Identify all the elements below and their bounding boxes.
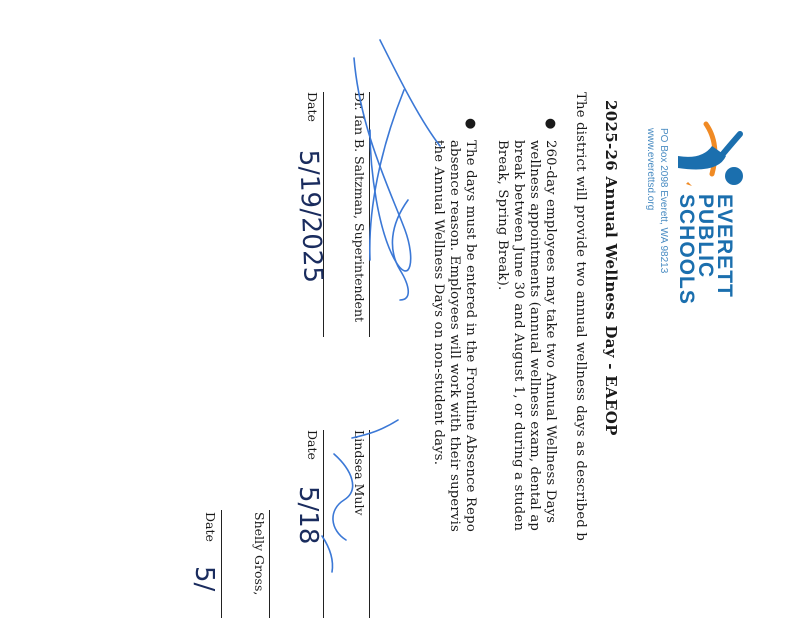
bullet-dot-2: ●	[463, 118, 478, 130]
bullet-1-line-1: 260-day employees may take two Annual Wellness Days	[543, 140, 558, 524]
union-name: Lindsea Mulv	[352, 430, 367, 516]
intro-paragraph: The district will provide two annual wellness days as described b	[573, 92, 588, 541]
superintendent-signature-flourish	[380, 40, 440, 146]
bullet-dot-1: ●	[543, 118, 558, 130]
superintendent-date-label: Date	[305, 92, 320, 122]
superintendent-date-line	[323, 92, 324, 337]
bullet-2	[430, 140, 478, 532]
superintendent-signature-line	[369, 92, 370, 337]
bullet-1-line-2: wellness appointments (annual wellness exam, dental ap	[527, 140, 542, 532]
logo-name-line-2: PUBLIC	[694, 194, 717, 279]
union-date-label: Date	[305, 430, 320, 460]
superintendent-handwritten-date: 5/19/2025	[293, 149, 328, 284]
union-signature-mark	[333, 454, 353, 540]
union-date-line	[323, 430, 324, 618]
logo-address-block	[644, 128, 670, 273]
third-date-label: Date	[203, 512, 218, 542]
logo-name	[677, 194, 734, 305]
union-handwritten-date: 5/18	[293, 486, 323, 545]
bullet-2-line-3: the Annual Wellness Days on non-student days.	[431, 140, 446, 466]
logo-website: www.everettsd.org	[645, 128, 656, 211]
union-signature-line	[369, 430, 370, 618]
everett-logo-icon	[672, 116, 748, 188]
third-date-line	[221, 510, 222, 618]
bullet-2-line-1: The days must be entered in the Frontline Absence Repo	[463, 140, 478, 532]
document-title: 2025-26 Annual Wellness Day - EAEOP	[602, 100, 620, 436]
bullet-2-line-2: absence reason. Employees will work with their supervis	[447, 140, 462, 532]
bullet-1	[494, 140, 558, 531]
third-handwritten-date: 5/	[189, 566, 219, 592]
logo-address: PO Box 2098 Everett, WA 98213	[658, 128, 669, 274]
third-signature-line	[269, 510, 270, 618]
bullet-1-line-4: Break, Spring Break).	[495, 140, 510, 291]
third-name: Shelly Gross,	[252, 512, 267, 596]
superintendent-name: Dr. Ian B. Saltzman, Superintendent	[352, 92, 367, 323]
logo-name-line-1: EVERETT	[713, 194, 736, 298]
bullet-1-line-3: break between June 30 and August 1, or during a studen	[511, 140, 526, 532]
logo-name-line-3: SCHOOLS	[675, 194, 698, 305]
